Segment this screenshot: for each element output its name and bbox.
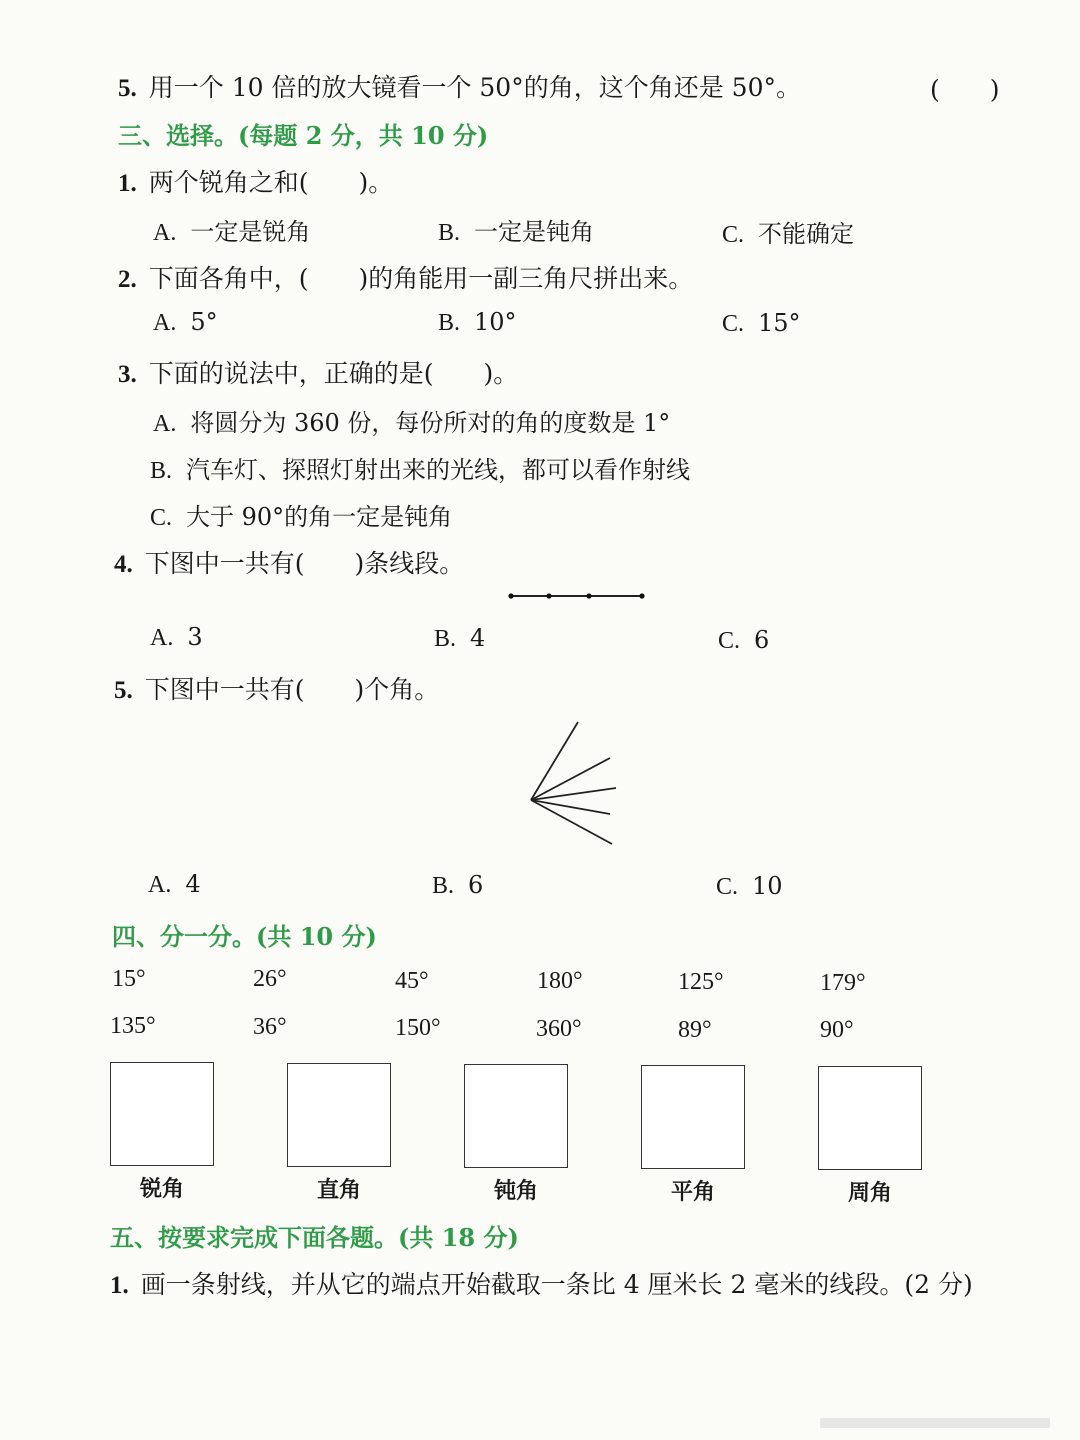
option-letter: C. (150, 505, 173, 531)
angle-value: 26° (253, 966, 287, 992)
option-letter: C. (722, 222, 745, 248)
angle-value: 90° (820, 1017, 854, 1043)
option-text: 6 (754, 626, 770, 654)
option-text: 6 (468, 871, 484, 899)
question-number: 4. (114, 551, 133, 578)
option-text: 3 (187, 623, 203, 651)
choice-question-2 (118, 259, 693, 295)
obtuse-angle-box[interactable] (464, 1064, 568, 1168)
option-text: 大于 90°的角一定是钝角 (186, 503, 453, 531)
angle-value: 45° (395, 968, 429, 994)
option-text: 一定是钝角 (474, 218, 595, 246)
category-label: 钝角 (493, 1178, 538, 1204)
option-text: 5° (190, 308, 218, 336)
option-letter: C. (722, 311, 745, 337)
question-text: 两个锐角之和( )。 (148, 168, 394, 197)
option-letter: A. (153, 220, 177, 246)
right-angle-box[interactable] (287, 1063, 391, 1167)
option-text: 4 (185, 870, 201, 898)
option-b[interactable] (432, 871, 483, 900)
question-text: 下图中一共有( )个角。 (144, 675, 440, 704)
question-text: 用一个 10 倍的放大镜看一个 50°的角，这个角还是 50°。 (148, 73, 801, 102)
choice-question-3 (118, 354, 518, 390)
option-letter: B. (438, 220, 461, 246)
option-text: 15° (758, 309, 801, 337)
option-letter: B. (432, 873, 455, 899)
option-text: 汽车灯、探照灯射出来的光线，都可以看作射线 (186, 456, 691, 484)
option-a[interactable] (153, 403, 670, 438)
question-number: 5. (118, 75, 137, 102)
angle-value: 15° (112, 966, 146, 992)
scrollbar[interactable] (820, 1418, 1050, 1428)
option-text: 4 (470, 624, 486, 652)
section-3-heading: 三、选择。(每题 2 分，共 10 分) (118, 121, 489, 150)
question-text: 下面各角中，( )的角能用一副三角尺拼出来。 (148, 264, 694, 293)
option-b[interactable] (434, 624, 485, 653)
straight-angle-box[interactable] (641, 1065, 745, 1169)
question-number: 3. (118, 361, 137, 388)
option-letter: B. (438, 310, 461, 336)
option-text: 10 (752, 872, 783, 900)
option-b[interactable] (150, 450, 690, 485)
option-c[interactable] (722, 309, 801, 338)
option-letter: A. (153, 310, 177, 336)
question-text: 画一条射线，并从它的端点开始截取一条比 4 厘米长 2 毫米的线段。(2 分) (140, 1270, 973, 1299)
angle-value: 36° (253, 1014, 287, 1040)
option-letter: C. (718, 628, 741, 654)
option-letter: B. (434, 626, 457, 652)
option-a[interactable] (153, 308, 218, 337)
judgment-question-5 (118, 68, 801, 104)
angle-value: 150° (395, 1015, 441, 1041)
choice-question-5 (114, 670, 439, 706)
option-letter: A. (148, 872, 172, 898)
angle-rays-figure (528, 718, 628, 848)
option-letter: A. (150, 625, 174, 651)
angle-value: 125° (678, 969, 724, 995)
question-number: 2. (118, 266, 137, 293)
question-number: 1. (110, 1272, 129, 1299)
option-letter: C. (716, 874, 739, 900)
option-letter: A. (153, 411, 177, 437)
answer-parentheses[interactable]: ( ) (930, 75, 1000, 104)
option-text: 不能确定 (758, 220, 855, 248)
option-b[interactable] (438, 308, 517, 337)
option-letter: B. (150, 458, 173, 484)
section-5-heading: 五、按要求完成下面各题。(共 18 分) (110, 1223, 519, 1252)
question-text: 下图中一共有( )条线段。 (144, 549, 465, 578)
question-number: 1. (118, 170, 137, 197)
line-segment-figure (508, 590, 648, 602)
option-b[interactable] (438, 212, 594, 247)
category-label: 周角 (847, 1180, 892, 1206)
category-label: 平角 (670, 1179, 715, 1205)
option-c[interactable] (722, 214, 854, 249)
option-a[interactable] (148, 870, 201, 899)
option-a[interactable] (153, 212, 310, 247)
angle-value: 135° (110, 1013, 156, 1039)
angle-value: 180° (537, 968, 583, 994)
acute-angle-box[interactable] (110, 1062, 214, 1166)
question-text: 下面的说法中，正确的是( )。 (148, 359, 519, 388)
drawing-question-1 (110, 1265, 973, 1301)
category-label: 直角 (316, 1177, 361, 1203)
section-4-heading: 四、分一分。(共 10 分) (112, 922, 377, 951)
angle-value: 360° (536, 1016, 582, 1042)
option-text: 将圆分为 360 份，每份所对的角的度数是 1° (190, 409, 671, 437)
option-c[interactable] (716, 872, 783, 901)
full-angle-box[interactable] (818, 1066, 922, 1170)
choice-question-1 (118, 163, 393, 199)
choice-question-4 (114, 544, 464, 580)
angle-value: 89° (678, 1017, 712, 1043)
option-text: 一定是锐角 (190, 218, 311, 246)
category-label: 锐角 (139, 1176, 184, 1202)
option-text: 10° (474, 308, 517, 336)
option-c[interactable] (718, 626, 769, 655)
option-c[interactable] (150, 497, 452, 532)
question-number: 5. (114, 677, 133, 704)
option-a[interactable] (150, 623, 203, 652)
angle-value: 179° (820, 970, 866, 996)
